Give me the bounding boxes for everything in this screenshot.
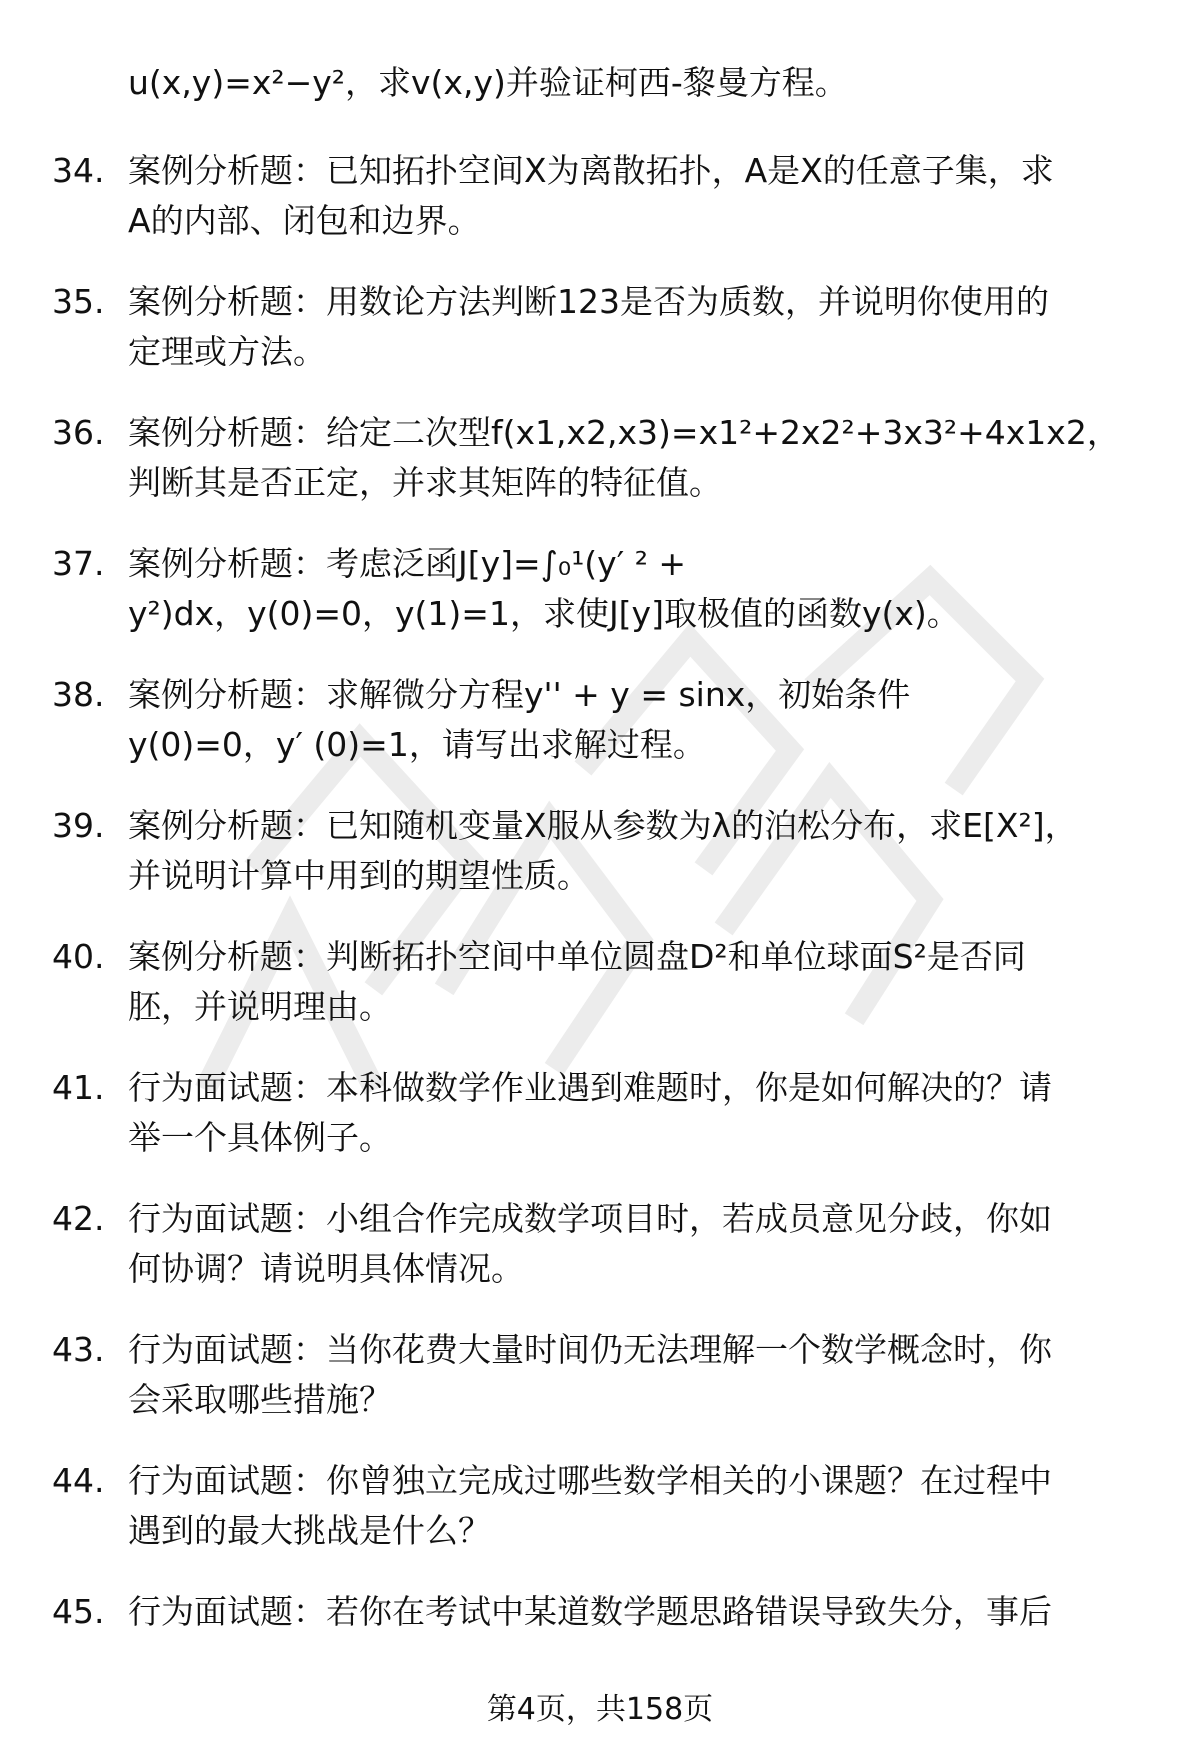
question-text	[128, 1325, 1138, 1425]
question-item	[0, 1456, 1200, 1587]
question-number: 39.	[52, 806, 105, 845]
question-number: 38.	[52, 675, 105, 714]
question-line: 何协调？请说明具体情况。	[128, 1249, 524, 1288]
question-number: 40.	[52, 937, 105, 976]
question-line: 案例分析题：已知随机变量X服从参数为λ的泊松分布，求E[X²]，	[128, 806, 1078, 845]
question-line: 案例分析题：考虑泛函J[y]=∫₀¹(y′ ² +	[128, 544, 687, 583]
question-line: 会采取哪些措施？	[128, 1380, 392, 1419]
question-item	[0, 801, 1200, 932]
question-text	[128, 1194, 1138, 1294]
question-item	[0, 670, 1200, 801]
question-text	[128, 1456, 1138, 1556]
question-item	[0, 1063, 1200, 1194]
question-item	[0, 539, 1200, 670]
question-text	[128, 277, 1138, 377]
question-number: 35.	[52, 282, 105, 321]
question-line: 定理或方法。	[128, 332, 326, 371]
question-text	[128, 670, 1138, 770]
question-line: 胚，并说明理由。	[128, 987, 392, 1026]
question-number: 44.	[52, 1461, 105, 1500]
question-number: 37.	[52, 544, 105, 583]
question-item	[0, 146, 1200, 277]
question-line: 判断其是否正定，并求其矩阵的特征值。	[128, 463, 722, 502]
question-line: 案例分析题：用数论方法判断123是否为质数，并说明你使用的	[128, 282, 1049, 321]
question-text	[128, 1063, 1138, 1163]
continuation-line: u(x,y)=x²−y²，求v(x,y)并验证柯西-黎曼方程。	[128, 63, 848, 102]
question-item	[0, 277, 1200, 408]
question-line: 案例分析题：求解微分方程y'' + y = sinx，初始条件	[128, 675, 911, 714]
question-item	[0, 932, 1200, 1063]
question-text	[128, 801, 1138, 901]
question-number: 41.	[52, 1068, 105, 1107]
question-line: A的内部、闭包和边界。	[128, 201, 481, 240]
question-text	[128, 146, 1138, 246]
question-line: 案例分析题：已知拓扑空间X为离散拓扑，A是X的任意子集，求	[128, 151, 1054, 190]
question-item	[0, 408, 1200, 539]
question-number: 43.	[52, 1330, 105, 1369]
question-text	[128, 932, 1138, 1032]
page-footer: 第4页，共158页	[486, 1692, 714, 1727]
question-line: y(0)=0，y′ (0)=1，请写出求解过程。	[128, 725, 706, 764]
question-text	[128, 539, 1138, 639]
question-text	[128, 408, 1138, 508]
question-text	[128, 1587, 1138, 1637]
question-line: 行为面试题：当你花费大量时间仍无法理解一个数学概念时，你	[128, 1330, 1052, 1369]
question-line: 并说明计算中用到的期望性质。	[128, 856, 590, 895]
question-number: 36.	[52, 413, 105, 452]
question-item	[0, 1194, 1200, 1325]
question-line: 案例分析题：判断拓扑空间中单位圆盘D²和单位球面S²是否同	[128, 937, 1026, 976]
question-line: 行为面试题：你曾独立完成过哪些数学相关的小课题？在过程中	[128, 1461, 1052, 1500]
question-item	[0, 1325, 1200, 1456]
question-line: 案例分析题：给定二次型f(x1,x2,x3)=x1²+2x2²+3x3²+4x1x2，	[128, 413, 1120, 452]
question-list	[0, 146, 1200, 1718]
question-line: 遇到的最大挑战是什么？	[128, 1511, 491, 1550]
question-number: 45.	[52, 1592, 105, 1631]
question-number: 34.	[52, 151, 105, 190]
question-line: 行为面试题：本科做数学作业遇到难题时，你是如何解决的？请	[128, 1068, 1052, 1107]
question-line: 行为面试题：小组合作完成数学项目时，若成员意见分歧，你如	[128, 1199, 1052, 1238]
question-line: 举一个具体例子。	[128, 1118, 392, 1157]
question-line: 行为面试题：若你在考试中某道数学题思路错误导致失分，事后	[128, 1592, 1052, 1631]
question-line: y²)dx，y(0)=0，y(1)=1，求使J[y]取极值的函数y(x)。	[128, 594, 960, 633]
question-number: 42.	[52, 1199, 105, 1238]
